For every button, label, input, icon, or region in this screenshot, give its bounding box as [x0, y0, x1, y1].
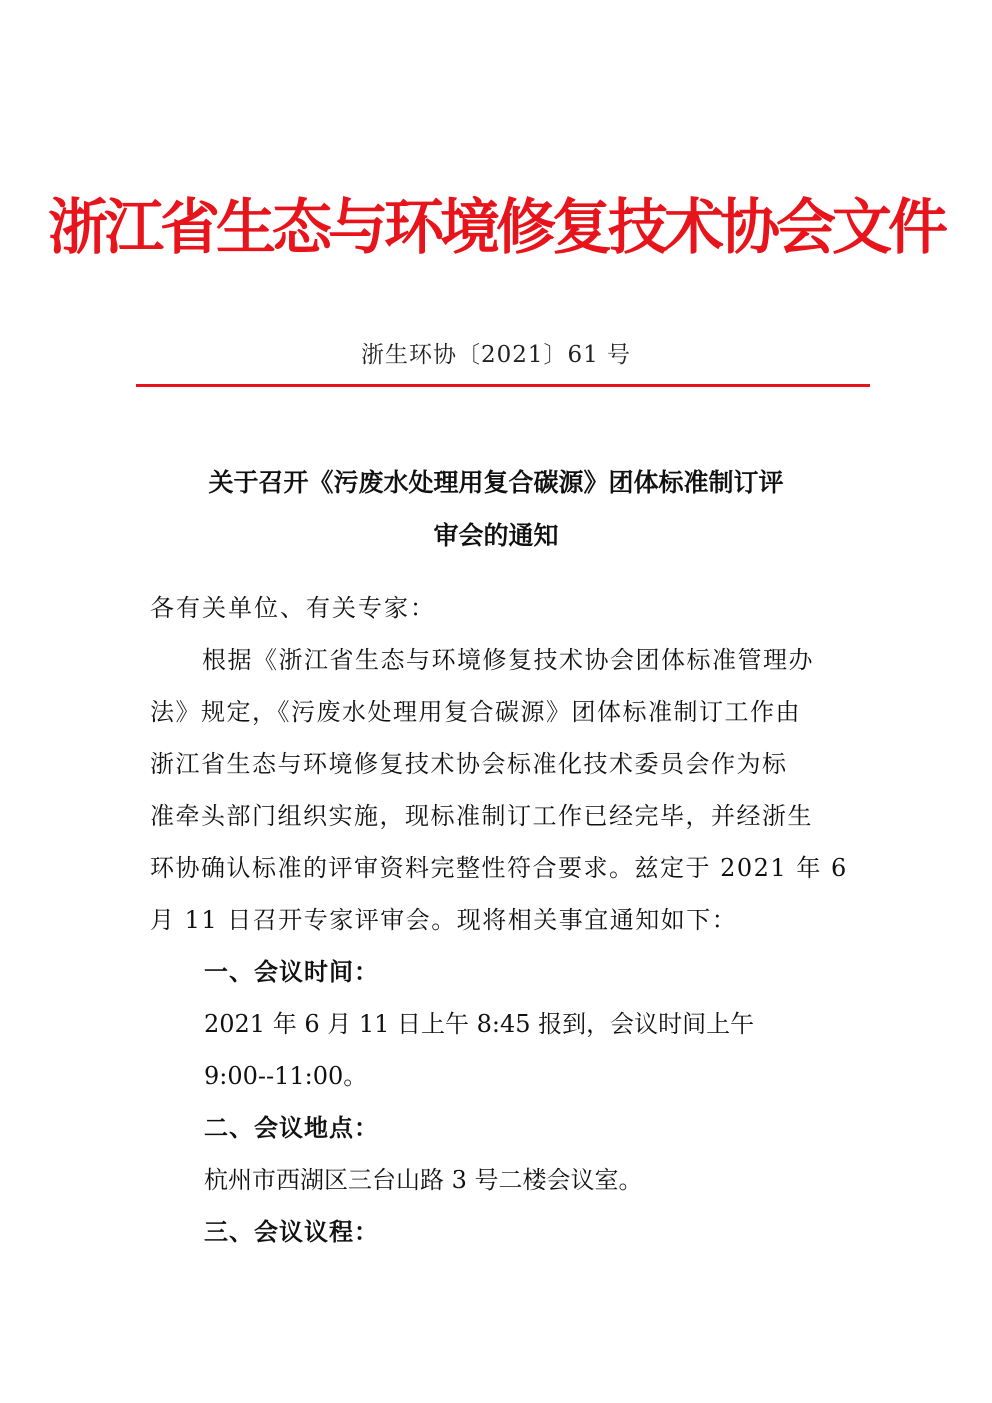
paragraph-line: 浙江省生态与环境修复技术协会标准化技术委员会作为标: [150, 750, 788, 778]
notice-title: [150, 456, 842, 562]
intro-paragraph: [150, 634, 850, 946]
paragraph-line: 准牵头部门组织实施，现标准制订工作已经完毕，并经浙生: [150, 802, 813, 830]
paragraph-line: 月 11 日召开专家评审会。现将相关事宜通知如下：: [150, 906, 738, 934]
section-meeting-time: [204, 946, 864, 1102]
document-header-title: 浙江省生态与环境修复技术协会文件: [48, 193, 944, 263]
section-meeting-place: [204, 1102, 864, 1206]
meeting-place-line: 杭州市西湖区三台山路 3 号二楼会议室。: [204, 1166, 643, 1194]
red-divider-rule: [136, 384, 870, 387]
paragraph-line: 环协确认标准的评审资料完整性符合要求。兹定于 2021 年 6: [150, 854, 848, 882]
paragraph-line: 法》规定，《污废水处理用复合碳源》团体标准制订工作由: [150, 698, 801, 726]
meeting-time-line: 9:00--11:00。: [204, 1062, 368, 1090]
section-heading-agenda: 三、会议议程：: [204, 1218, 379, 1246]
meeting-time-line: 2021 年 6 月 11 日上午 8:45 报到，会议时间上午: [204, 1010, 755, 1038]
section-heading-time: 一、会议时间：: [204, 958, 379, 986]
section-meeting-agenda: [204, 1206, 864, 1258]
salutation: [150, 582, 850, 634]
salutation-text: 各有关单位、有关专家：: [150, 594, 436, 622]
notice-title-line-2: 审会的通知: [433, 521, 559, 550]
document-number: 浙生环协〔2021〕61 号: [360, 342, 632, 368]
paragraph-line: 根据《浙江省生态与环境修复技术协会团体标准管理办: [202, 646, 814, 674]
section-heading-place: 二、会议地点：: [204, 1114, 379, 1142]
notice-title-line-1: 关于召开《污废水处理用复合碳源》团体标准制订评: [208, 468, 784, 497]
